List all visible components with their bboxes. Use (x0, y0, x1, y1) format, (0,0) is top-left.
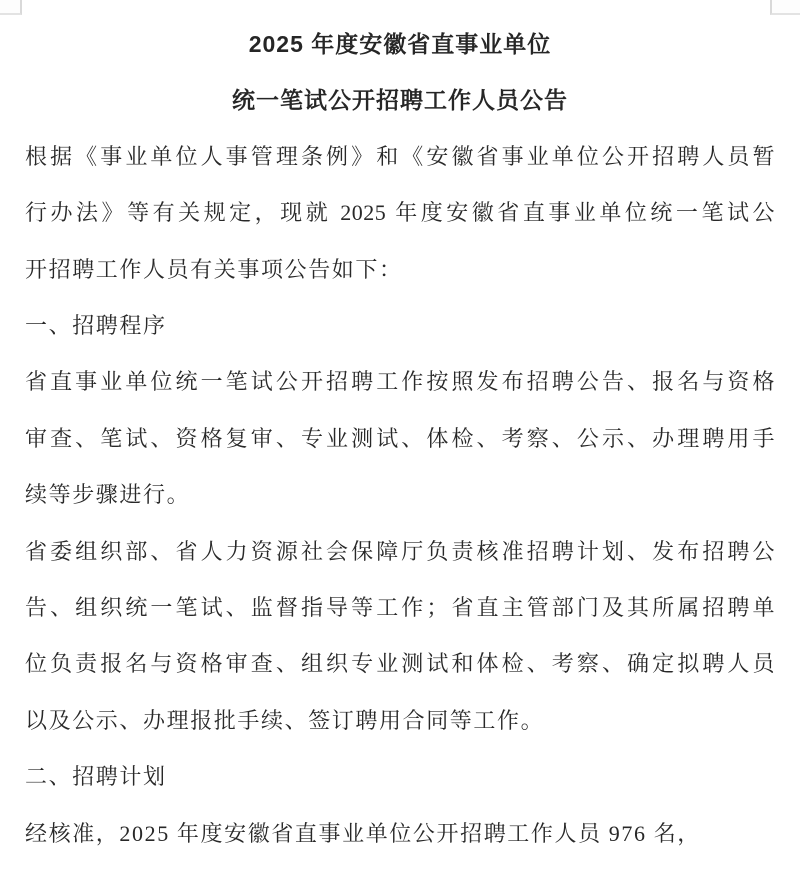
intro-paragraph-line1: 根据《事业单位人事管理条例》和《安徽省事业单位公开招聘人员暂 (25, 143, 775, 169)
doc-title-line2: 统一笔试公开招聘工作人员公告 (232, 87, 568, 114)
section2-para1-line1: 经核准，2025 年度安徽省直事业单位公开招聘工作人员 976 名， (25, 820, 701, 846)
section1-para1-line3: 续等步骤进行。 (25, 482, 191, 508)
section1-para2-line1: 省委组织部、省人力资源社会保障厅负责核准招聘计划、发布招聘公 (25, 538, 775, 564)
section1-para2-line2: 告、组织统一笔试、监督指导等工作；省直主管部门及其所属招聘单 (25, 595, 775, 621)
section1-heading: 一、招聘程序 (25, 313, 167, 339)
doc-title-line1: 2025 年度安徽省直事业单位 (248, 31, 552, 57)
section1-para2-line3: 位负责报名与资格审查、组织专业测试和体检、考察、确定拟聘人员 (25, 651, 775, 677)
section1-para2-line4: 以及公示、办理报批手续、签订聘用合同等工作。 (25, 707, 545, 733)
section1-para1-line1: 省直事业单位统一笔试公开招聘工作按照发布招聘公告、报名与资格 (25, 369, 775, 395)
intro-paragraph-line3: 开招聘工作人员有关事项公告如下： (25, 256, 403, 282)
section1-para1-line2: 审查、笔试、资格复审、专业测试、体检、考察、公示、办理聘用手 (25, 425, 775, 451)
intro-paragraph-line2: 行办法》等有关规定，现就 2025 年度安徽省直事业单位统一笔试公 (25, 200, 775, 226)
section2-heading: 二、招聘计划 (25, 764, 167, 790)
